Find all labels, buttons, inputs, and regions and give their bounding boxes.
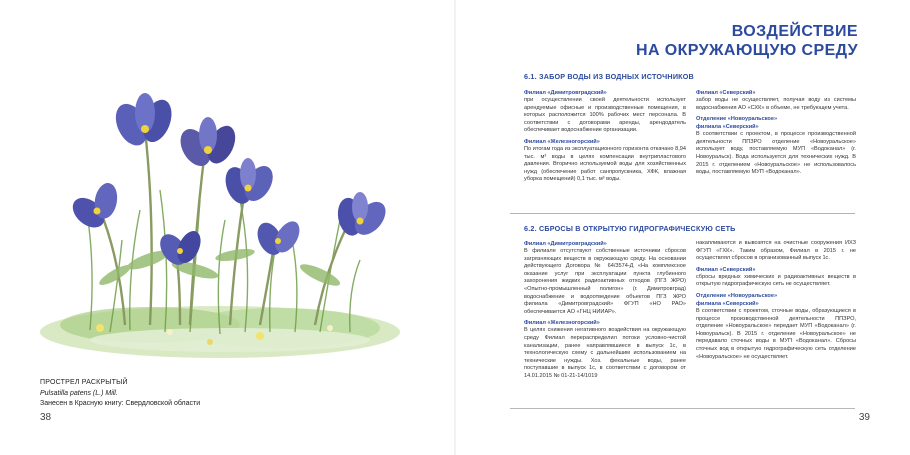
paragraph: По итогам года из эксплуатационного горизонта откачано 8,94 тыс. м³ воды в целях компенсации внутрипластового давления. Вторично используемой воды для хозяйственных нужд (обеспечение работ санпропускника, ХФК, влажная уборка помещений) 0,1 тыс. м³ воды. bbox=[524, 145, 686, 183]
section-title-6-1: 6.1. ЗАБОР ВОДЫ ИЗ ВОДНЫХ ИСТОЧНИКОВ bbox=[524, 72, 694, 81]
paragraph: В соответствии с проектом, сточные воды, образующиеся в процессе производственной деятельности ППЗРО, отделение «Новоуральское» передает МУП «Водоканал» (г. Новоуральск). В 2015 г. отделение «Новоуральское» не передавало сточных воды в МУП «Водоканал». Сбросы сточных вод в открытую гидрографическую сеть отделение «Новоуральское» не осуществляет. bbox=[696, 307, 856, 360]
heading-line-1: ВОЗДЕЙСТВИЕ bbox=[731, 23, 858, 40]
paragraph: при осуществлении своей деятельности использует арендуемые офисные и производственные помещения, в которых расположится 100% рабочих мест персонала. В соответствии с договорами аренды, арендодатель обеспечивает водоснабжение организации. bbox=[524, 97, 686, 134]
section-divider bbox=[510, 213, 855, 214]
subheading bbox=[696, 115, 856, 131]
illustration-caption bbox=[40, 378, 300, 410]
paragraph: В соответствии с проектом, в процессе производственной деятельности ППЗРО отделение «Новоуральское» использует воду, поставляемую МУП «Водоканал» (г. Новоуральск). Вода используется для технических нужд. В 2015 г. отделением «Новоуральское» не использовалось воды, поставляемую МУП «Водоканал». bbox=[696, 131, 856, 176]
section-6-1-column-2 bbox=[696, 89, 856, 177]
subheading: Филиал «Северский» bbox=[696, 266, 756, 273]
subheading: Филиал «Железногорский» bbox=[524, 320, 600, 327]
subheading: Филиал «Северский» bbox=[696, 90, 756, 96]
subheading: Филиал «Димитровградский» bbox=[524, 90, 607, 96]
subheading: Филиал «Димитровградский» bbox=[524, 241, 607, 247]
section-6-1-column-1 bbox=[524, 89, 686, 184]
book-gutter bbox=[454, 0, 456, 455]
section-6-2-column-2 bbox=[696, 240, 856, 361]
paragraph: накапливаются и вывозятся на очистные сооружения ИХЗ ФГУП «ГХК». Таким образом, Филиал в 2015 г. не осуществлял сбросов в организованный выпуск 1с. bbox=[696, 240, 856, 262]
caption-title: ПРОСТРЕЛ РАСКРЫТЫЙ bbox=[40, 379, 128, 386]
subheading-line: Отделение «Новоуральское» bbox=[696, 292, 778, 299]
subheading bbox=[696, 292, 856, 308]
page-heading bbox=[636, 22, 858, 60]
subheading-line: филиала «Северский» bbox=[696, 124, 759, 131]
page-number-left: 38 bbox=[40, 412, 52, 423]
caption-red-book-note: Занесен в Красную книгу: Свердловской области bbox=[40, 400, 201, 407]
caption-latin-name: Pulsatilla patens (L.) Mill. bbox=[40, 389, 118, 397]
page-number-right: 39 bbox=[858, 412, 870, 423]
paragraph: забор воды не осуществляет, получая воду из системы водоснабжения АО «СХК» в объеме, не требующем учета. bbox=[696, 97, 856, 111]
paragraph: В филиале отсутствуют собственные источники сбросов загрязняющих веществ в окружающую среду. На основании действующего Договора № 64/3574-Д «На комплексное оказание услуг при эксплуатации пункта глубинного захоронения жидких радиоактивных отходов (ПГЗ ЖРО) «Опытно-промышленный полигон» (г. Димитровград) водоснабжение и водоотведение объектов ПГЗ ЖРО филиала «Димитровградский» ФГУП «НО РАО» обеспечивается АО «ГНЦ НИИАР». bbox=[524, 248, 686, 315]
subheading-line: Отделение «Новоуральское» bbox=[696, 116, 778, 123]
section-6-2-column-1 bbox=[524, 240, 686, 381]
footer-rule bbox=[510, 408, 855, 409]
paragraph: сбросы вредных химических и радиоактивных веществ в открытую гидрографическую сеть не осуществляет. bbox=[696, 273, 856, 288]
paragraph: В целях снижения негативного воздействия на окружающую среду Филиал перераспределил потоки условно-чистой канализации, ранее направлявшиеся в выпуск 1с, в технологическую схему с дальнейшим использованием на технические нужды. Хоз. фекальные воды, ранее поступавшие в выпуск 1с, в соответствии с договором от 14.01.2015 № 01-21-14/1019 bbox=[524, 327, 686, 379]
pasque-flower-illustration bbox=[30, 70, 410, 370]
subheading: Филиал «Железногорский» bbox=[524, 138, 600, 145]
watercolor-flowers-image bbox=[30, 70, 410, 370]
subheading-line: филиала «Северский» bbox=[696, 300, 759, 307]
section-title-6-2: 6.2. СБРОСЫ В ОТКРЫТУЮ ГИДРОГРАФИЧЕСКУЮ СЕТЬ bbox=[524, 224, 736, 233]
heading-line-2: НА ОКРУЖАЮЩУЮ СРЕДУ bbox=[636, 42, 858, 59]
